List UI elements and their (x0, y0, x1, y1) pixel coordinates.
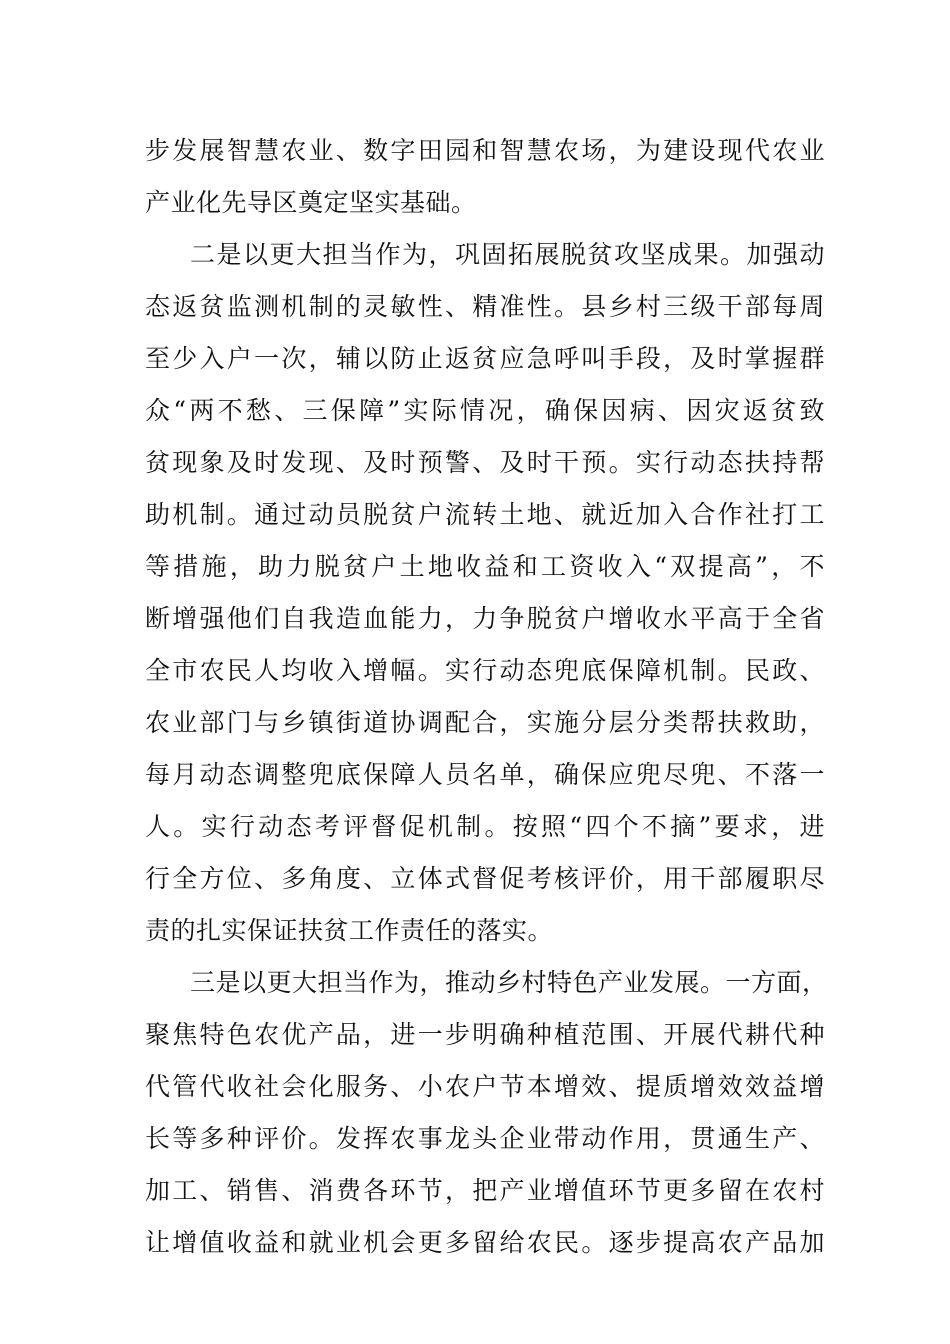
text-line-21: 加工、销售、消费各环节，把产业增值环节更多留在农村 (145, 1176, 825, 1205)
text-line-8: 助机制。通过动员脱贫户流转土地、就近加入合作社打工 (145, 500, 825, 529)
text-line-2: 产业化先导区奠定坚实基础。 (145, 188, 477, 217)
text-line-5: 至少入户一次，辅以防止返贫应急呼叫手段，及时掌握群 (145, 344, 825, 373)
text-line-22: 让增值收益和就业机会更多留给农民。逐步提高农产品加 (145, 1228, 825, 1257)
text-line-13: 每月动态调整兜底保障人员名单，确保应兜尽兜、不落一 (145, 760, 825, 789)
text-line-12: 农业部门与乡镇街道协调配合，实施分层分类帮扶救助， (145, 708, 825, 737)
text-line-4: 态返贫监测机制的灵敏性、精准性。县乡村三级干部每周 (145, 292, 825, 321)
text-line-11: 全市农民人均收入增幅。实行动态兜底保障机制。民政、 (145, 656, 825, 685)
text-line-9: 等措施，助力脱贫户土地收益和工资收入“双提高”，不 (145, 552, 825, 581)
text-line-14: 人。实行动态考评督促机制。按照“四个不摘”要求，进 (145, 812, 825, 841)
text-line-1: 步发展智慧农业、数字田园和智慧农场，为建设现代农业 (145, 136, 825, 165)
text-line-6: 众“两不愁、三保障”实际情况，确保因病、因灾返贫致 (145, 396, 825, 425)
paragraph-three-first-line: 三是以更大担当作为，推动乡村特色产业发展。一方面， (190, 968, 828, 997)
text-line-10: 断增强他们自我造血能力，力争脱贫户增收水平高于全省 (145, 604, 825, 633)
text-line-16: 责的扎实保证扶贫工作责任的落实。 (145, 916, 554, 945)
paragraph-two-first-line: 二是以更大担当作为，巩固拓展脱贫攻坚成果。加强动 (190, 240, 825, 269)
text-line-15: 行全方位、多角度、立体式督促考核评价，用干部履职尽 (145, 864, 825, 893)
text-line-20: 长等多种评价。发挥农事龙头企业带动作用，贯通生产、 (145, 1124, 825, 1153)
text-line-19: 代管代收社会化服务、小农户节本增效、提质增效效益增 (145, 1072, 825, 1101)
text-line-7: 贫现象及时发现、及时预警、及时干预。实行动态扶持帮 (145, 448, 825, 477)
text-line-18: 聚焦特色农优产品，进一步明确种植范围、开展代耕代种 (145, 1020, 825, 1049)
